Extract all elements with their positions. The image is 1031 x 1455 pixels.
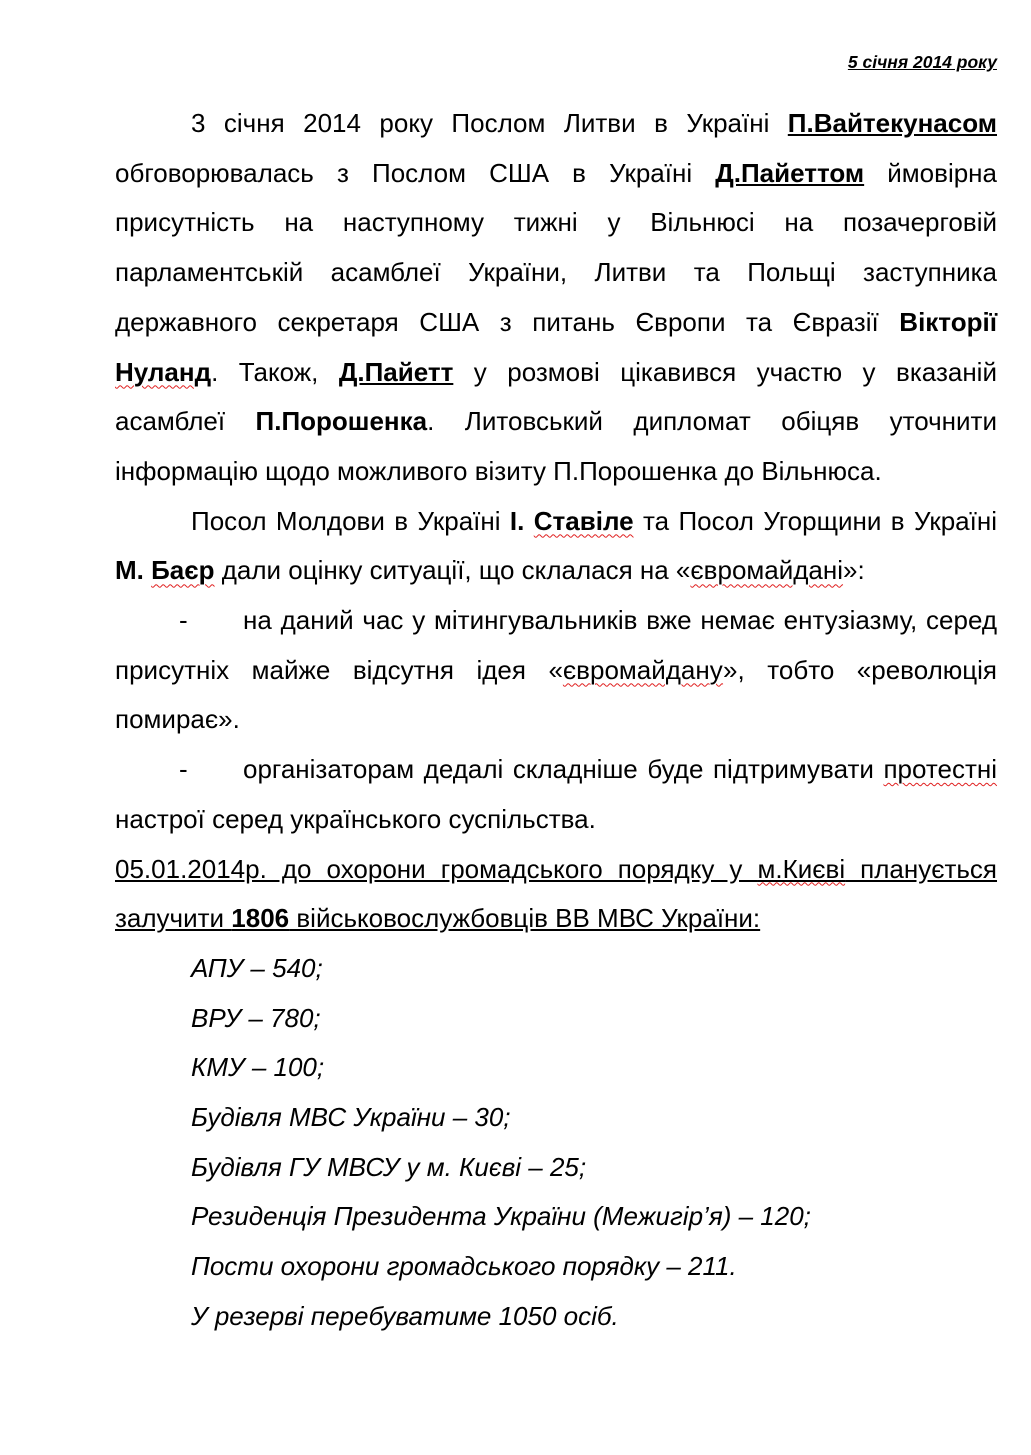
list-item: Резиденція Президента України (Межигір’я) – 120; [191, 1201, 811, 1232]
name-baer: Баєр [151, 555, 215, 586]
name-vaitekunas: П.Вайтекунасом [787, 108, 997, 138]
text: . Литовський дипломат обіцяв уточнити інформацію щодо можливого візиту П.Порошенка до Вільнюса. [115, 406, 997, 486]
paragraph-deployment-intro [115, 845, 997, 944]
text: дали оцінку ситуації, що склалася на « [214, 555, 691, 586]
name-pyatt: Д.Пайеттом [715, 157, 865, 188]
document-date: 5 січня 2014 року [847, 52, 997, 72]
word-euromaidan-2: євромайдану [562, 654, 724, 685]
troop-count: 1806 [231, 903, 290, 934]
name-nuland: Нуланд [115, 356, 212, 387]
text: Посол Молдови в Україні [191, 505, 510, 536]
word-euromaidan: євромайдані [690, 555, 844, 586]
name-m-initial: М. [115, 555, 152, 586]
list-item: КМУ – 100; [191, 1052, 325, 1083]
text: 05.01.2014р. до охорони громадського порядку у [115, 853, 758, 884]
word-protest: протестні [883, 754, 997, 785]
list-item: АПУ – 540; [191, 952, 323, 983]
text: на даний час у мітингувальників вже немає ентузіазму, серед присутніх майже відсутня ідея « [115, 605, 997, 685]
text: у розмові цікавився участю у вказаній асамблеї [115, 356, 997, 437]
text: військовослужбовців ВВ МВС України: [289, 903, 761, 934]
list-item: Будівля ГУ МВСУ у м. Києві – 25; [191, 1151, 587, 1182]
document-body [115, 99, 997, 1342]
text: ймовірна присутність на наступному тижні у Вільнюсі на позачерговій парламентській асамблеї України, Литви та Польщі заступника державного секретаря США з питань Європи та Євразії [115, 157, 997, 337]
text: 3 січня 2014 року Послом Литви в Україні [191, 108, 788, 138]
paragraph-lithuania-meeting [115, 99, 997, 497]
text: », тобто «революція помирає». [115, 654, 997, 735]
text: . Також, [211, 356, 339, 387]
word-kyiv: м.Києві [757, 853, 846, 884]
text: настрої серед українського суспільства. [115, 803, 596, 834]
name-stavile: Ставіле [533, 505, 634, 536]
bullet-dash: - [179, 754, 188, 785]
list-item: У резерві перебуватиме 1050 осіб. [191, 1300, 619, 1331]
list-item: ВРУ – 780; [191, 1002, 321, 1033]
bullet-dash: - [179, 605, 188, 636]
paragraph-ambassadors-assessment [115, 497, 997, 596]
list-item: Пости охорони громадського порядку – 211. [191, 1251, 737, 1282]
text: »: [843, 555, 865, 586]
text: та Посол Угорщини в Україні [633, 505, 997, 536]
text: планується залучити [115, 853, 998, 934]
name-poroshenko: П.Порошенка [255, 406, 428, 437]
deployment-list [115, 944, 997, 1342]
list-item: Будівля МВС України – 30; [191, 1102, 511, 1133]
text: організаторам дедалі складніше буде підтримувати [243, 754, 884, 785]
name-pyatt-2: Д.Пайетт [338, 356, 454, 387]
bullet-enthusiasm [115, 596, 997, 745]
text: обговорювалась з Послом США в Україні [115, 157, 716, 188]
name-i-initial: І. [509, 505, 534, 536]
bullet-protest-mood [115, 745, 997, 844]
name-victoria: Вікторії [899, 306, 997, 337]
